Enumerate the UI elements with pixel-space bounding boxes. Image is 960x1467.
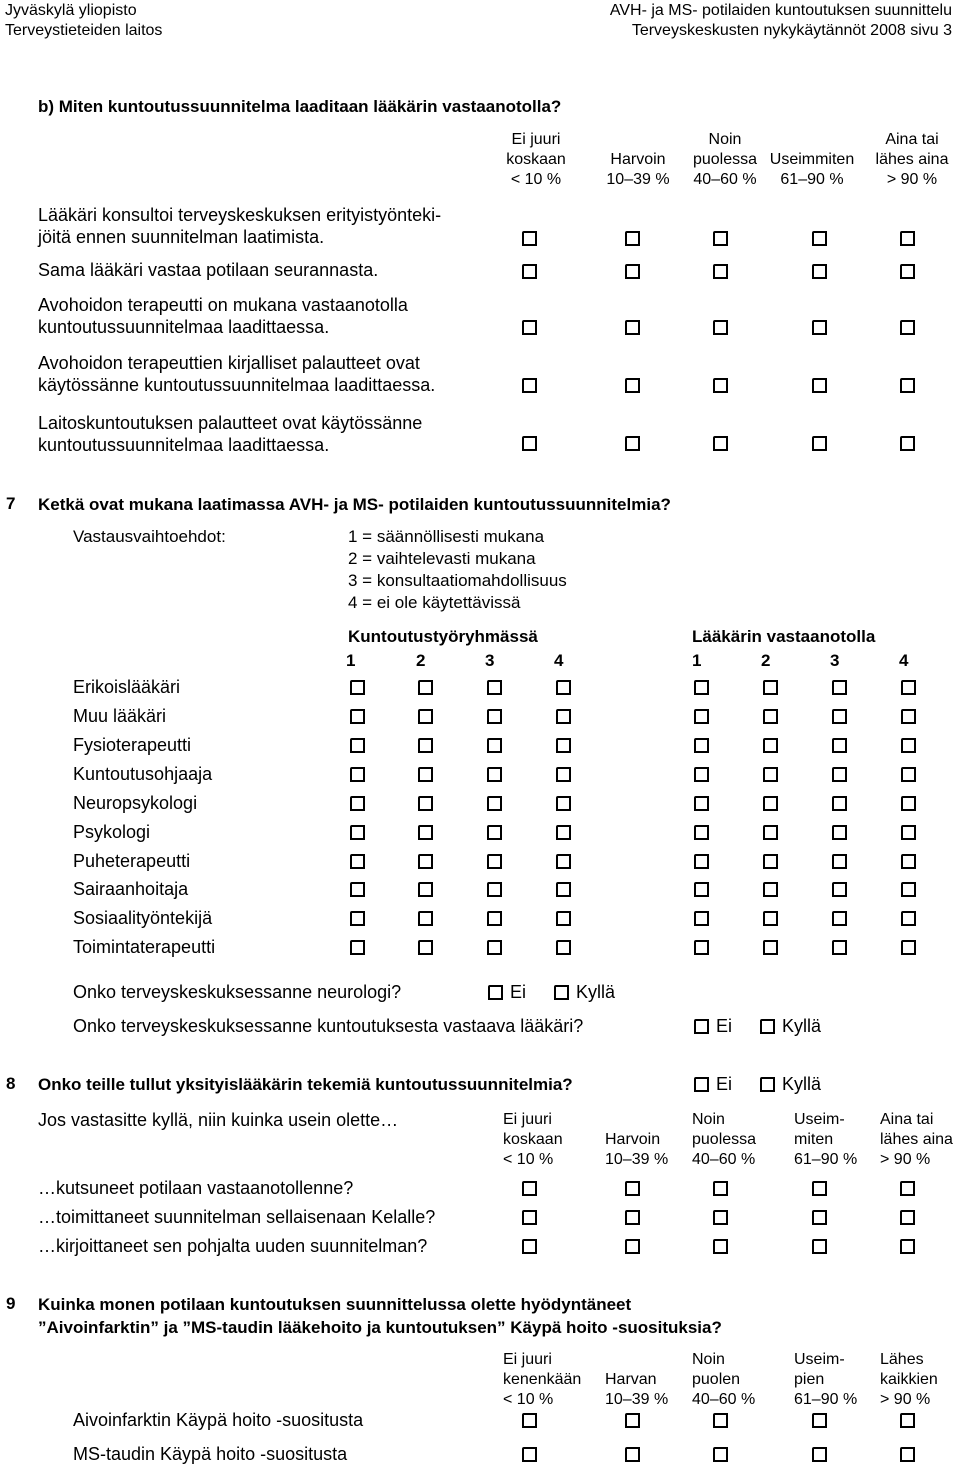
q7-row-3-doctor-checkbox[interactable] (832, 738, 847, 753)
report-title: AVH- ja MS- potilaiden kuntoutuksen suunnittelu (609, 2, 952, 19)
q8-yes-checkbox[interactable] (760, 1077, 775, 1092)
q8-item-3-checkbox[interactable] (625, 1239, 640, 1254)
q7-scale-g2-3: 3 (830, 651, 840, 670)
q7-row-5-doctor-checkbox[interactable] (763, 796, 778, 811)
q9-item-1-checkbox[interactable] (812, 1413, 827, 1428)
q7-row-6-doctor-checkbox[interactable] (901, 825, 916, 840)
q7-row-5-team-checkbox[interactable] (418, 796, 433, 811)
q7-row-label: Toimintaterapeutti (73, 937, 216, 957)
q7-row-5-team-checkbox[interactable] (487, 796, 502, 811)
qb-item-4-checkbox[interactable] (713, 378, 728, 393)
q7-row-6-team-checkbox[interactable] (350, 825, 365, 840)
q8-item-3-checkbox[interactable] (812, 1239, 827, 1254)
qb-item-5-checkbox[interactable] (625, 436, 640, 451)
rehab-doctor-no-checkbox[interactable] (694, 1019, 709, 1034)
q7-row-8-doctor-checkbox[interactable] (763, 882, 778, 897)
col-mostly-header: Useimmiten 61–90 % (769, 151, 855, 188)
department-name: Terveystieteiden laitos (5, 22, 163, 39)
q9-item-2-checkbox[interactable] (522, 1447, 537, 1462)
qb-item-4-checkbox[interactable] (522, 378, 537, 393)
q7-row-7-doctor-checkbox[interactable] (763, 854, 778, 869)
q7-scale-g1-1: 1 (346, 651, 356, 670)
qb-item-1-checkbox[interactable] (713, 231, 728, 246)
q8-item-1: …kutsuneet potilaan vastaanotollenne? (38, 1178, 354, 1198)
q7-scale-g2-1: 1 (692, 651, 702, 670)
neurologist-no-label: Ei (510, 982, 527, 1002)
q8-item-3-checkbox[interactable] (900, 1239, 915, 1254)
q7-row-7-team-checkbox[interactable] (350, 854, 365, 869)
q9-item-1-checkbox[interactable] (522, 1413, 537, 1428)
q8-yes-label: Kyllä (782, 1074, 822, 1094)
q9-col-all-header: Lähes kaikkien > 90 % (880, 1351, 938, 1408)
question-b-title: b) Miten kuntoutussuunnitelma laaditaan lääkärin vastaanotolla? (38, 97, 562, 116)
q7-row-9-team-checkbox[interactable] (350, 911, 365, 926)
q7-row-10-doctor-checkbox[interactable] (832, 940, 847, 955)
q7-row-5-doctor-checkbox[interactable] (901, 796, 916, 811)
q9-item-1-checkbox[interactable] (625, 1413, 640, 1428)
q8-item-1-checkbox[interactable] (812, 1181, 827, 1196)
q7-group1-header: Kuntoutustyöryhmässä (348, 627, 538, 646)
q9-col-most-header: Useim- pien 61–90 % (794, 1351, 858, 1408)
q7-row-8-team-checkbox[interactable] (350, 882, 365, 897)
q7-row-9-team-checkbox[interactable] (556, 911, 571, 926)
q8-item-3-checkbox[interactable] (522, 1239, 537, 1254)
qb-item-5: Laitoskuntoutuksen palautteet ovat käytössänne kuntoutussuunnitelmaa laadittaessa. (38, 413, 423, 455)
q7-row-6-doctor-checkbox[interactable] (694, 825, 709, 840)
q7-row-10-team-checkbox[interactable] (350, 940, 365, 955)
q7-row-2-doctor-checkbox[interactable] (832, 709, 847, 724)
qb-item-5-checkbox[interactable] (522, 436, 537, 451)
q7-group2-header: Lääkärin vastaanotolla (692, 627, 876, 646)
q8-item-1-checkbox[interactable] (625, 1181, 640, 1196)
q7-number: 7 (6, 494, 16, 513)
q7-row-9-doctor-checkbox[interactable] (694, 911, 709, 926)
q7-title: Ketkä ovat mukana laatimassa AVH- ja MS- potilaiden kuntoutussuunnitelmia? (38, 495, 671, 514)
q7-row-3-doctor-checkbox[interactable] (694, 738, 709, 753)
rehab-doctor-no-label: Ei (716, 1016, 733, 1036)
q9-item-2: MS-taudin Käypä hoito -suositusta (73, 1444, 348, 1464)
q8-item-2: …toimittaneet suunnitelman sellaisenaan Kelalle? (38, 1207, 436, 1227)
q7-row-1-team-checkbox[interactable] (350, 680, 365, 695)
qb-item-1: Lääkäri konsultoi terveyskeskuksen erityistyönteki- jöitä ennen suunnitelman laatimista. (38, 205, 442, 247)
q8-item-2-checkbox[interactable] (812, 1210, 827, 1225)
q9-item-1-checkbox[interactable] (900, 1413, 915, 1428)
rehab-doctor-yes-checkbox[interactable] (760, 1019, 775, 1034)
q8-col-mostly-header: Useim- miten 61–90 % (794, 1111, 858, 1168)
qb-item-4-checkbox[interactable] (625, 378, 640, 393)
neurologist-yes-checkbox[interactable] (554, 985, 569, 1000)
q9-item-1-checkbox[interactable] (713, 1413, 728, 1428)
q7-row-1-doctor-checkbox[interactable] (901, 680, 916, 695)
q7-row-1-team-checkbox[interactable] (418, 680, 433, 695)
q7-row-8-doctor-checkbox[interactable] (694, 882, 709, 897)
q8-item-3-checkbox[interactable] (713, 1239, 728, 1254)
q8-item-2-checkbox[interactable] (625, 1210, 640, 1225)
q8-item-2-checkbox[interactable] (900, 1210, 915, 1225)
q7-row-4-team-checkbox[interactable] (556, 767, 571, 782)
q9-col-none-header: Ei juuri kenenkään < 10 % (503, 1351, 582, 1408)
qb-item-3: Avohoidon terapeutti on mukana vastaanotolla kuntoutussuunnitelmaa laadittaessa. (38, 295, 408, 337)
qb-item-3-checkbox[interactable] (625, 320, 640, 335)
qb-item-2-checkbox[interactable] (900, 264, 915, 279)
q7-row-label: Sosiaalityöntekijä (73, 908, 213, 928)
q9-col-half-header: Noin puolen 40–60 % (692, 1351, 756, 1408)
qb-item-3-checkbox[interactable] (713, 320, 728, 335)
qb-item-3-checkbox[interactable] (900, 320, 915, 335)
q8-col-rarely-header: Harvoin 10–39 % (605, 1131, 669, 1168)
q7-scale-g1-3: 3 (485, 651, 495, 670)
q7-row-2-doctor-checkbox[interactable] (901, 709, 916, 724)
q7-row-7-team-checkbox[interactable] (487, 854, 502, 869)
q7-row-4-doctor-checkbox[interactable] (832, 767, 847, 782)
q8-item-1-checkbox[interactable] (900, 1181, 915, 1196)
q9-item-1: Aivoinfarktin Käypä hoito -suositusta (73, 1410, 364, 1430)
q7-row-5-team-checkbox[interactable] (556, 796, 571, 811)
q9-item-2-checkbox[interactable] (812, 1447, 827, 1462)
qb-item-2-checkbox[interactable] (713, 264, 728, 279)
q7-row-7-doctor-checkbox[interactable] (832, 854, 847, 869)
q7-row-3-team-checkbox[interactable] (487, 738, 502, 753)
q7-row-6-team-checkbox[interactable] (418, 825, 433, 840)
q7-scale-g2-4: 4 (899, 651, 909, 670)
qb-item-4-checkbox[interactable] (900, 378, 915, 393)
q7-scale-g1-2: 2 (416, 651, 426, 670)
q7-row-8-doctor-checkbox[interactable] (901, 882, 916, 897)
qb-item-5-checkbox[interactable] (713, 436, 728, 451)
q8-col-half-header: Noin puolessa 40–60 % (692, 1111, 757, 1168)
q7-row-10-doctor-checkbox[interactable] (694, 940, 709, 955)
q9-item-2-checkbox[interactable] (625, 1447, 640, 1462)
q7-row-9-doctor-checkbox[interactable] (901, 911, 916, 926)
q7-row-5-doctor-checkbox[interactable] (694, 796, 709, 811)
q7-row-8-team-checkbox[interactable] (556, 882, 571, 897)
q7-row-4-team-checkbox[interactable] (418, 767, 433, 782)
rehab-doctor-yes-label: Kyllä (782, 1016, 822, 1036)
qb-item-2-checkbox[interactable] (522, 264, 537, 279)
q8-col-always-header: Aina tai lähes aina > 90 % (880, 1111, 953, 1168)
q7-row-label: Sairaanhoitaja (73, 879, 189, 899)
qb-item-5-checkbox[interactable] (812, 436, 827, 451)
neurologist-yes-label: Kyllä (576, 982, 616, 1002)
q7-row-7-doctor-checkbox[interactable] (901, 854, 916, 869)
q7-row-10-team-checkbox[interactable] (487, 940, 502, 955)
q7-row-3-doctor-checkbox[interactable] (901, 738, 916, 753)
q9-item-2-checkbox[interactable] (713, 1447, 728, 1462)
q7-row-2-doctor-checkbox[interactable] (763, 709, 778, 724)
q7-row-label: Psykologi (73, 822, 151, 842)
qb-item-2-checkbox[interactable] (625, 264, 640, 279)
q8-number: 8 (6, 1074, 16, 1093)
q9-title-line2: ”Aivoinfarktin” ja ”MS-taudin lääkehoito ja kuntoutuksen” Käypä hoito -suosituksia? (38, 1318, 722, 1337)
q8-no-checkbox[interactable] (694, 1077, 709, 1092)
col-rarely-header: Harvoin 10–39 % (606, 151, 670, 188)
q8-col-never-header: Ei juuri koskaan < 10 % (503, 1111, 563, 1168)
q7-row-3-doctor-checkbox[interactable] (763, 738, 778, 753)
qb-item-2: Sama lääkäri vastaa potilaan seurannasta. (38, 260, 379, 280)
qb-item-1-checkbox[interactable] (812, 231, 827, 246)
qb-item-4-checkbox[interactable] (812, 378, 827, 393)
q7-row-7-team-checkbox[interactable] (418, 854, 433, 869)
q7-row-1-doctor-checkbox[interactable] (763, 680, 778, 695)
q7-row-5-doctor-checkbox[interactable] (832, 796, 847, 811)
q9-item-2-checkbox[interactable] (900, 1447, 915, 1462)
qb-item-1-checkbox[interactable] (900, 231, 915, 246)
q8-no-label: Ei (716, 1074, 733, 1094)
q7-row-3-team-checkbox[interactable] (350, 738, 365, 753)
q7-row-9-team-checkbox[interactable] (487, 911, 502, 926)
q9-number: 9 (6, 1294, 16, 1313)
neurologist-no-checkbox[interactable] (488, 985, 503, 1000)
qb-item-3-checkbox[interactable] (812, 320, 827, 335)
q7-row-1-doctor-checkbox[interactable] (694, 680, 709, 695)
q7-row-4-team-checkbox[interactable] (350, 767, 365, 782)
qb-item-1-checkbox[interactable] (522, 231, 537, 246)
qb-item-3-checkbox[interactable] (522, 320, 537, 335)
q7-row-1-doctor-checkbox[interactable] (832, 680, 847, 695)
q7-row-3-team-checkbox[interactable] (556, 738, 571, 753)
q7-row-10-doctor-checkbox[interactable] (763, 940, 778, 955)
q7-row-label: Erikoislääkäri (73, 677, 181, 697)
q7-row-4-doctor-checkbox[interactable] (901, 767, 916, 782)
q7-row-2-team-checkbox[interactable] (418, 709, 433, 724)
q7-row-10-doctor-checkbox[interactable] (901, 940, 916, 955)
col-always-header: Aina tai lähes aina > 90 % (875, 131, 949, 188)
q8-title: Onko teille tullut yksityislääkärin tekemiä kuntoutussuunnitelmia? (38, 1075, 573, 1094)
q7-row-label: Puheterapeutti (73, 851, 191, 871)
qb-item-1-checkbox[interactable] (625, 231, 640, 246)
q7-row-9-team-checkbox[interactable] (418, 911, 433, 926)
q7-row-1-team-checkbox[interactable] (487, 680, 502, 695)
neurologist-question: Onko terveyskeskuksessanne neurologi? (73, 982, 402, 1002)
q8-item-3: …kirjoittaneet sen pohjalta uuden suunnitelman? (38, 1236, 428, 1256)
q9-title-line1: Kuinka monen potilaan kuntoutuksen suunnittelussa olette hyödyntäneet (38, 1295, 632, 1314)
q8-item-2-checkbox[interactable] (713, 1210, 728, 1225)
q7-row-8-doctor-checkbox[interactable] (832, 882, 847, 897)
q7-row-2-doctor-checkbox[interactable] (694, 709, 709, 724)
qb-item-4: Avohoidon terapeuttien kirjalliset palautteet ovat käytössänne kuntoutussuunnitelmaa laadittaessa. (38, 353, 436, 395)
q7-row-10-team-checkbox[interactable] (418, 940, 433, 955)
q7-row-6-team-checkbox[interactable] (487, 825, 502, 840)
q7-row-2-team-checkbox[interactable] (350, 709, 365, 724)
q7-row-4-doctor-checkbox[interactable] (694, 767, 709, 782)
q7-row-7-team-checkbox[interactable] (556, 854, 571, 869)
q7-row-5-team-checkbox[interactable] (350, 796, 365, 811)
q7-row-2-team-checkbox[interactable] (487, 709, 502, 724)
q7-row-4-doctor-checkbox[interactable] (763, 767, 778, 782)
q7-row-4-team-checkbox[interactable] (487, 767, 502, 782)
q7-row-6-doctor-checkbox[interactable] (832, 825, 847, 840)
q7-row-9-doctor-checkbox[interactable] (763, 911, 778, 926)
col-half-header: Noin puolessa 40–60 % (692, 131, 758, 188)
q7-row-10-team-checkbox[interactable] (556, 940, 571, 955)
q7-row-label: Kuntoutusohjaaja (73, 764, 213, 784)
q7-row-8-team-checkbox[interactable] (487, 882, 502, 897)
q8-item-1-checkbox[interactable] (522, 1181, 537, 1196)
q7-row-label: Muu lääkäri (73, 706, 167, 726)
q7-row-2-team-checkbox[interactable] (556, 709, 571, 724)
q8-item-1-checkbox[interactable] (713, 1181, 728, 1196)
q7-row-6-doctor-checkbox[interactable] (763, 825, 778, 840)
q7-row-7-doctor-checkbox[interactable] (694, 854, 709, 869)
q7-scale-g1-4: 4 (554, 651, 564, 670)
qb-item-5-checkbox[interactable] (900, 436, 915, 451)
q7-row-label: Fysioterapeutti (73, 735, 192, 755)
q9-col-few-header: Harvan 10–39 % (605, 1371, 669, 1408)
q7-row-label: Neuropsykologi (73, 793, 198, 813)
q7-options-list: 1 = säännöllisesti mukana 2 = vaihtelevasti mukana 3 = konsultaatiomahdollisuus 4 = ei ole käytettävissä (348, 527, 567, 612)
q7-options-label: Vastausvaihtoehdot: (73, 527, 226, 546)
q8-followup: Jos vastasitte kyllä, niin kuinka usein olette… (38, 1110, 399, 1130)
q7-row-1-team-checkbox[interactable] (556, 680, 571, 695)
q7-row-3-team-checkbox[interactable] (418, 738, 433, 753)
q7-row-9-doctor-checkbox[interactable] (832, 911, 847, 926)
university-name: Jyväskylä yliopisto (5, 2, 137, 19)
q7-row-8-team-checkbox[interactable] (418, 882, 433, 897)
col-never-header: Ei juuri koskaan < 10 % (506, 131, 566, 188)
rehab-doctor-question: Onko terveyskeskuksessanne kuntoutuksesta vastaava lääkäri? (73, 1016, 584, 1036)
q7-row-6-team-checkbox[interactable] (556, 825, 571, 840)
qb-item-2-checkbox[interactable] (812, 264, 827, 279)
page-info: Terveyskeskusten nykykäytännöt 2008 sivu 3 (631, 22, 952, 39)
q8-item-2-checkbox[interactable] (522, 1210, 537, 1225)
q7-scale-g2-2: 2 (761, 651, 771, 670)
